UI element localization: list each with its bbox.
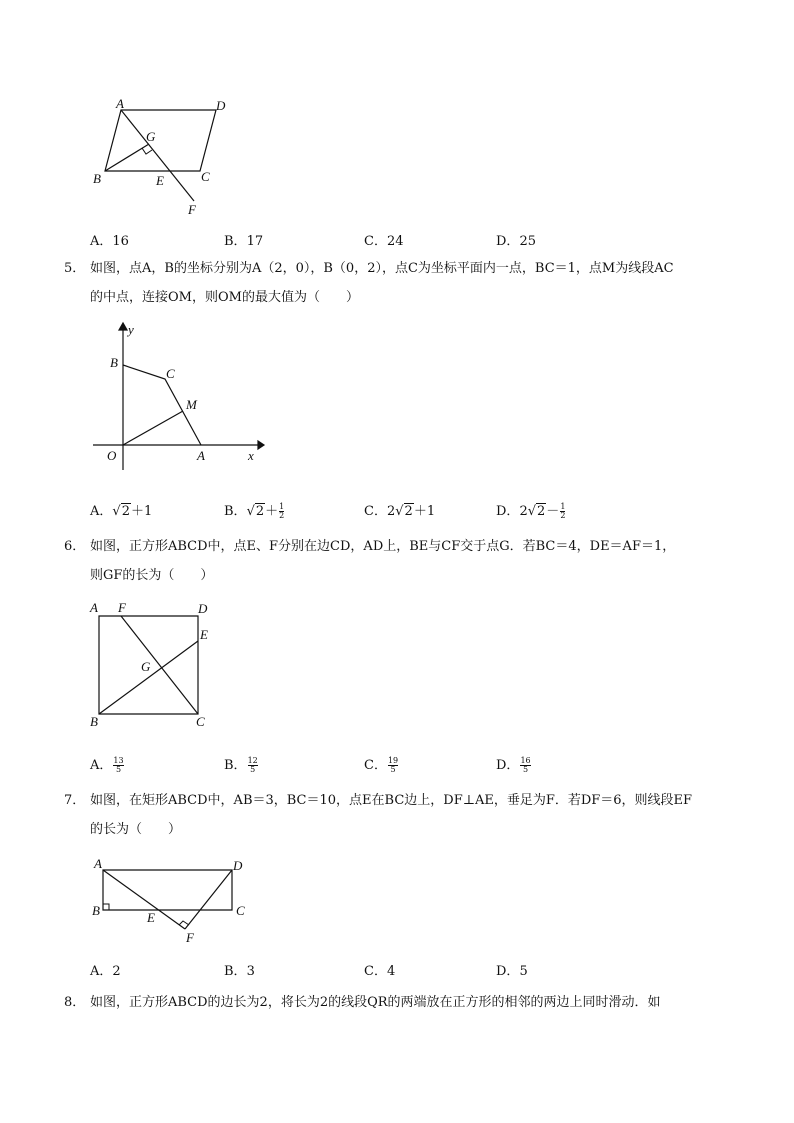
right-angle-mark-f — [179, 921, 189, 925]
q5-figure — [90, 320, 270, 470]
q6-option-c-fraction: $\frac{19}{5}$ — [387, 756, 399, 774]
label-c: C — [201, 169, 210, 184]
q7-stem — [64, 786, 734, 844]
label-c: C — [196, 714, 205, 729]
q5-line2: 的中点，连接OM，则OM的最大值为（ ） — [90, 290, 359, 305]
q7-figure — [88, 852, 258, 947]
segment-cf — [121, 616, 198, 714]
q5-option-d[interactable]: D．2√2－ $\frac{1}{2}$ — [496, 502, 566, 520]
label-d: D — [198, 601, 208, 616]
parallelogram-abcd — [105, 110, 216, 171]
label-d: D — [233, 858, 243, 873]
label-b: B — [92, 903, 100, 918]
q5-option-b[interactable]: B．√2＋ $\frac{1}{2}$ — [224, 502, 285, 520]
q7-number: 7． — [64, 793, 86, 808]
q6-figure — [88, 598, 218, 733]
q6-option-a[interactable]: A． $\frac{13}{5}$ — [90, 756, 124, 774]
y-axis-arrow — [119, 323, 127, 330]
q6-number: 6． — [64, 539, 86, 554]
label-m: M — [186, 397, 197, 412]
q7-option-d[interactable]: D．5 — [496, 964, 528, 979]
q7-option-a[interactable]: A．2 — [90, 964, 121, 979]
q4-figure — [90, 96, 240, 221]
right-angle-mark — [142, 148, 152, 154]
label-a: A — [116, 96, 124, 111]
q7-options — [90, 960, 650, 980]
label-b: B — [90, 714, 98, 729]
q5-number: 5． — [64, 261, 86, 276]
label-a: A — [90, 600, 98, 615]
label-g: G — [141, 659, 151, 674]
q5-options — [90, 500, 650, 520]
label-x: x — [248, 448, 254, 463]
q5-option-c[interactable]: C．2√2＋1 — [364, 504, 436, 519]
q5-option-d-fraction: $\frac{1}{2}$ — [560, 502, 566, 520]
label-b: B — [110, 355, 118, 370]
label-f: F — [118, 600, 126, 615]
label-f: F — [188, 202, 196, 217]
q4-option-c[interactable]: C．24 — [364, 234, 404, 249]
q6-line1: 如图，正方形ABCD中，点E、F分别在边CD，AD上，BE与CF交于点G．若BC＝4，DE＝AF＝1， — [90, 539, 676, 554]
segment-a-e-f — [103, 870, 185, 929]
q8-stem — [64, 988, 734, 1017]
q7-option-c[interactable]: C．4 — [364, 964, 396, 979]
q5-stem — [64, 254, 734, 312]
q6-option-a-fraction: $\frac{13}{5}$ — [113, 756, 124, 774]
label-e: E — [156, 173, 164, 188]
q6-option-b[interactable]: B． $\frac{12}{5}$ — [224, 756, 258, 774]
q6-option-d[interactable]: D． $\frac{16}{5}$ — [496, 756, 531, 774]
q6-stem — [64, 532, 734, 590]
q5-line1: 如图，点A，B的坐标分别为A（2，0），B（0，2），点C为坐标平面内一点，BC＝1，点M为线段AC — [90, 261, 674, 276]
label-a: A — [197, 448, 205, 463]
q4-option-b[interactable]: B．17 — [224, 234, 264, 249]
segment-om — [123, 411, 183, 445]
q8-number: 8． — [64, 995, 86, 1010]
q6-option-c[interactable]: C． $\frac{19}{5}$ — [364, 756, 399, 774]
label-o: O — [107, 448, 117, 463]
q6-options — [90, 754, 650, 774]
q6-option-b-fraction: $\frac{12}{5}$ — [247, 756, 258, 774]
q6-line2: 则GF的长为（ ） — [90, 568, 214, 583]
q7-option-b[interactable]: B．3 — [224, 964, 255, 979]
q5-option-b-fraction: $\frac{1}{2}$ — [279, 502, 285, 520]
label-c: C — [166, 366, 175, 381]
label-e: E — [200, 627, 208, 642]
label-g: G — [146, 129, 156, 144]
segment-df — [185, 870, 232, 929]
q4-options — [90, 230, 650, 250]
q8-line1: 如图，正方形ABCD的边长为2，将长为2的线段QR的两端放在正方形的相邻的两边上同时滑动．如 — [90, 995, 661, 1010]
q4-option-a[interactable]: A．16 — [90, 234, 129, 249]
label-c: C — [236, 903, 245, 918]
q4-option-d[interactable]: D．25 — [496, 234, 536, 249]
label-e: E — [147, 910, 155, 925]
q7-line1: 如图，在矩形ABCD中，AB＝3，BC＝10，点E在BC边上，DF⊥AE，垂足为F．若DF＝6，则线段EF — [90, 793, 693, 808]
q7-line2: 的长为（ ） — [90, 822, 182, 837]
label-y: y — [128, 322, 134, 337]
right-angle-mark-b — [103, 904, 109, 910]
label-b: B — [93, 171, 101, 186]
q6-option-d-fraction: $\frac{16}{5}$ — [520, 756, 531, 774]
rectangle-abcd — [103, 870, 232, 910]
q5-option-a[interactable]: A．√2＋1 — [90, 504, 153, 519]
label-d: D — [216, 98, 226, 113]
label-f: F — [186, 930, 194, 945]
x-axis-arrow — [258, 441, 264, 449]
label-a: A — [94, 856, 102, 871]
